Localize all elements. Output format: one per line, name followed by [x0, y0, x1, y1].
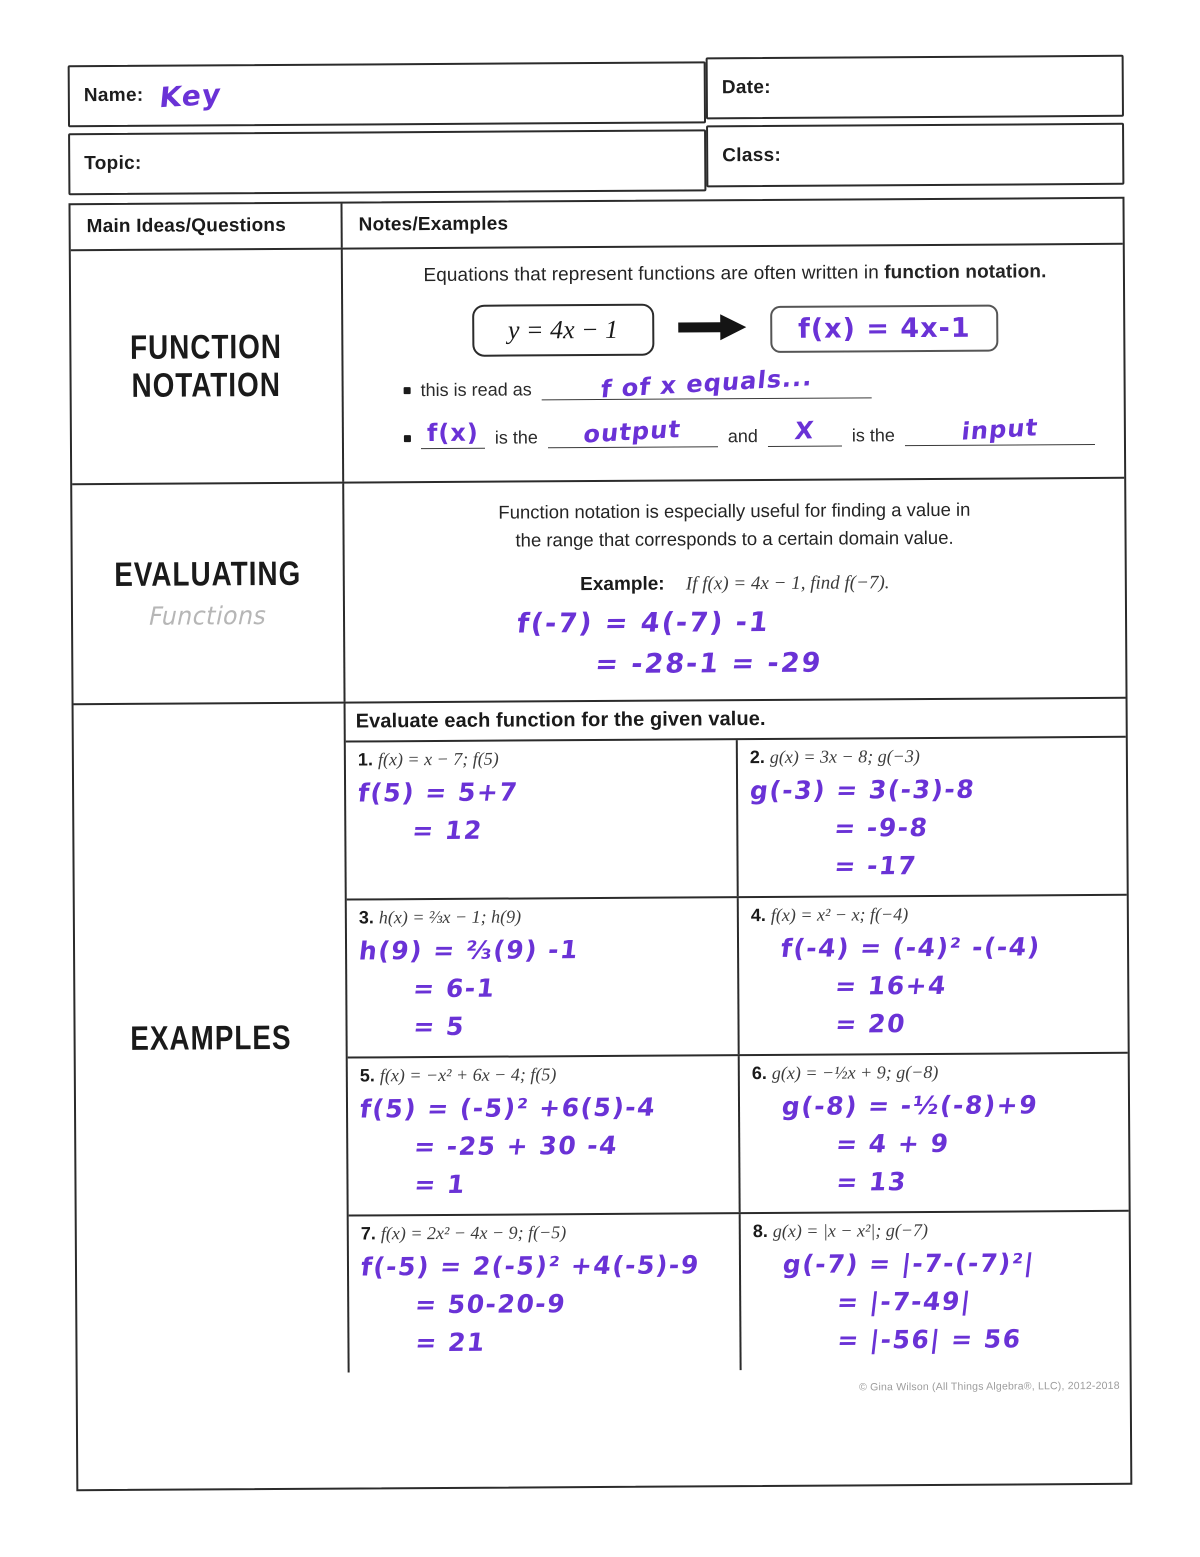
- example-label: Example:: [580, 573, 665, 595]
- examples-instruction: Evaluate each function for the given value.: [346, 698, 1126, 742]
- work-line: = 12: [410, 815, 485, 845]
- bullet2-answer-x: X: [793, 416, 817, 446]
- bullet2-answer-input: input: [960, 413, 1040, 446]
- printed-equation: y = 4x − 1: [507, 314, 619, 345]
- examples-content-cell: [346, 698, 1130, 1393]
- problem-number-7: 7.: [360, 1222, 376, 1243]
- examples-grid: [346, 737, 1130, 1393]
- class-label: Class:: [722, 144, 782, 167]
- function-notation-lead: [365, 261, 1105, 288]
- evaluating-example-work: [367, 604, 1103, 680]
- problem-number-5: 5.: [359, 1064, 375, 1085]
- bullet2-answer-x-blank[interactable]: [768, 417, 842, 447]
- work-line: = -17: [832, 850, 919, 881]
- bullet-dot-icon: [404, 387, 411, 394]
- problem-number-4: 4.: [750, 904, 766, 925]
- problem-fn-3: h: [378, 906, 388, 927]
- example-work-line-1: f(-7) = 4(-7) -1: [515, 606, 772, 640]
- work-line: = 50-20-9: [413, 1288, 568, 1319]
- examples-row: [346, 737, 1127, 900]
- problem-cell-2[interactable]: [736, 737, 1127, 895]
- examples-row: [349, 1211, 1130, 1393]
- handwritten-equation: f(x) = 4x-1: [798, 312, 971, 345]
- printed-equation-box: [472, 304, 654, 357]
- evaluating-notes-cell: [344, 479, 1125, 701]
- work-line: h(9) = ⅔(9) -1: [357, 934, 581, 965]
- problem-body-6: (x) = −½x + 9; g(−8): [780, 1061, 939, 1083]
- problem-fn-7: f: [380, 1222, 386, 1243]
- evaluating-lead-line2: the range that corresponds to a certain domain value.: [515, 526, 954, 551]
- bullet1-label: this is read as: [420, 379, 532, 401]
- bullet2-fx-blank[interactable]: [421, 419, 485, 449]
- examples-title-cell: [74, 703, 350, 1374]
- problem-statement-6: [752, 1060, 1118, 1083]
- function-notation-title-line2: NOTATION: [131, 365, 282, 405]
- problem-body-2: (x) = 3x − 8; g(−3): [778, 745, 920, 767]
- work-line: = 1: [412, 1169, 468, 1199]
- problem-number-8: 8.: [752, 1220, 768, 1241]
- evaluating-example-line: [367, 570, 1103, 596]
- problem-work-2: [750, 773, 1117, 880]
- problem-statement-4: [751, 902, 1117, 925]
- problem-work-4: [751, 931, 1118, 1038]
- problem-work-3: [359, 934, 728, 1041]
- examples-title: EXAMPLES: [129, 1018, 292, 1058]
- work-line: = |-56| = 56: [835, 1323, 1024, 1355]
- evaluating-title: EVALUATING: [114, 555, 302, 595]
- section-function-notation: [71, 245, 1124, 485]
- work-line: = 4 + 9: [834, 1128, 952, 1159]
- problem-fn-6: g: [771, 1062, 781, 1083]
- problem-statement-5: [360, 1063, 728, 1086]
- bullet2-answer-output: output: [582, 414, 683, 449]
- lead-text: Equations that represent functions are often written in: [423, 262, 885, 287]
- problem-work-8: [753, 1247, 1120, 1354]
- problem-work-1: [358, 776, 726, 845]
- table-header-row: [71, 199, 1123, 251]
- examples-row: [348, 1053, 1129, 1216]
- problem-cell-4[interactable]: [737, 895, 1128, 1053]
- work-line: = -25 + 30 -4: [412, 1130, 620, 1161]
- notes-table: [68, 197, 1132, 1491]
- bullet2-label-1: is the: [494, 427, 538, 448]
- problem-fn-8: g: [772, 1220, 782, 1241]
- topic-label: Topic:: [84, 152, 142, 175]
- bullet2-answer-output-blank[interactable]: [548, 414, 718, 449]
- work-line: = 16+4: [833, 970, 949, 1001]
- problem-statement-7: [361, 1221, 729, 1244]
- problem-statement-3: [359, 905, 727, 928]
- bullet2-label-2: is the: [851, 425, 895, 446]
- notes-examples-header: Notes/Examples: [358, 213, 509, 236]
- class-field[interactable]: [706, 123, 1124, 188]
- work-line: = 21: [413, 1327, 488, 1357]
- handwritten-equation-box: [770, 304, 999, 352]
- function-notation-bullets: [366, 363, 1106, 450]
- problem-fn-2: g: [769, 746, 779, 767]
- work-line: f(5) = (-5)² +6(5)-4: [358, 1092, 658, 1123]
- problem-work-5: [360, 1092, 729, 1199]
- problem-body-7: (x) = 2x² − 4x − 9; f(−5): [385, 1221, 567, 1243]
- problem-cell-8[interactable]: [739, 1211, 1130, 1393]
- work-line: = |-7-49|: [835, 1286, 974, 1317]
- work-line: f(-5) = 2(-5)² +4(-5)-9: [359, 1249, 702, 1281]
- bullet2-and: and: [727, 426, 758, 447]
- work-line: = 5: [411, 1011, 467, 1041]
- example-problem: If f(x) = 4x − 1, find f(−7).: [685, 571, 890, 594]
- bullet2-answer-input-blank[interactable]: [905, 415, 1095, 446]
- section-examples: [74, 698, 1130, 1393]
- problem-cell-3[interactable]: [347, 898, 738, 1056]
- date-label: Date:: [721, 76, 771, 99]
- main-ideas-header: Main Ideas/Questions: [71, 204, 343, 250]
- work-line: = 20: [833, 1008, 908, 1039]
- name-handwritten-value: Key: [157, 77, 223, 114]
- bullet2-fx: f(x): [426, 418, 479, 448]
- name-field[interactable]: [68, 61, 706, 127]
- problem-work-6: [752, 1089, 1119, 1196]
- problem-number-1: 1.: [357, 748, 373, 769]
- problem-statement-8: [753, 1218, 1119, 1241]
- bullet-read-as: [404, 363, 1106, 404]
- bullet1-answer: f of x equals...: [599, 363, 815, 404]
- problem-statement-1: [358, 747, 726, 770]
- examples-row: [347, 895, 1128, 1058]
- lead-bold-term: function notation.: [884, 261, 1047, 284]
- problem-work-7: [361, 1250, 730, 1357]
- work-line: f(5) = 5+7: [356, 776, 521, 807]
- problem-number-3: 3.: [358, 906, 374, 927]
- problem-body-5: (x) = −x² + 6x − 4; f(5): [384, 1063, 557, 1085]
- problem-cell-1[interactable]: [346, 740, 737, 898]
- problem-fn-4: f: [770, 904, 776, 925]
- bullet-dot-icon: [404, 435, 411, 442]
- problem-number-2: 2.: [749, 746, 765, 767]
- problem-fn-5: f: [379, 1064, 385, 1085]
- function-notation-title-line1: FUNCTION: [130, 327, 283, 367]
- section-evaluating-functions: [72, 479, 1125, 705]
- problem-body-3: (x) = ⅔x − 1; h(9): [387, 905, 522, 927]
- copyright-notice: © Gina Wilson (All Things Algebra®, LLC), 2012-2018: [859, 1379, 1120, 1393]
- bullet-output-input: [404, 415, 1106, 449]
- problem-cell-7[interactable]: [349, 1214, 740, 1372]
- topic-field[interactable]: [68, 129, 706, 195]
- problem-body-8: (x) = |x − x²|; g(−7): [781, 1219, 929, 1241]
- problem-body-4: (x) = x² − x; f(−4): [775, 903, 909, 925]
- problem-cell-5[interactable]: [348, 1056, 739, 1214]
- work-line: = -9-8: [832, 812, 931, 843]
- work-line: = 6-1: [411, 973, 498, 1003]
- right-arrow-icon: [676, 312, 748, 347]
- work-line: g(-7) = |-7-(-7)²|: [781, 1247, 1037, 1279]
- evaluating-subtitle: Functions: [146, 601, 270, 632]
- evaluating-lead-line1: Function notation is especially useful for finding a value in: [498, 498, 971, 523]
- function-notation-notes-cell: [343, 245, 1124, 482]
- work-line: = 13: [834, 1166, 909, 1197]
- work-line: g(-8) = -½(-8)+9: [780, 1089, 1040, 1121]
- problem-body-1: (x) = x − 7; f(5): [382, 748, 499, 769]
- function-notation-title-cell: [71, 250, 344, 484]
- work-line: f(-4) = (-4)² -(-4): [779, 931, 1043, 963]
- problem-number-6: 6.: [751, 1062, 767, 1083]
- evaluating-title-cell: [72, 484, 345, 703]
- problem-fn-1: f: [377, 748, 383, 769]
- date-field[interactable]: [706, 55, 1124, 120]
- work-line: g(-3) = 3(-3)-8: [748, 774, 977, 805]
- equation-conversion-row: [365, 301, 1105, 358]
- example-work-line-2: = -28-1 = -29: [593, 647, 825, 680]
- evaluating-lead: [366, 495, 1102, 555]
- problem-cell-6[interactable]: [738, 1053, 1129, 1211]
- problem-statement-2: [750, 744, 1116, 767]
- name-label: Name:: [83, 84, 144, 107]
- bullet1-answer-blank[interactable]: [542, 363, 872, 404]
